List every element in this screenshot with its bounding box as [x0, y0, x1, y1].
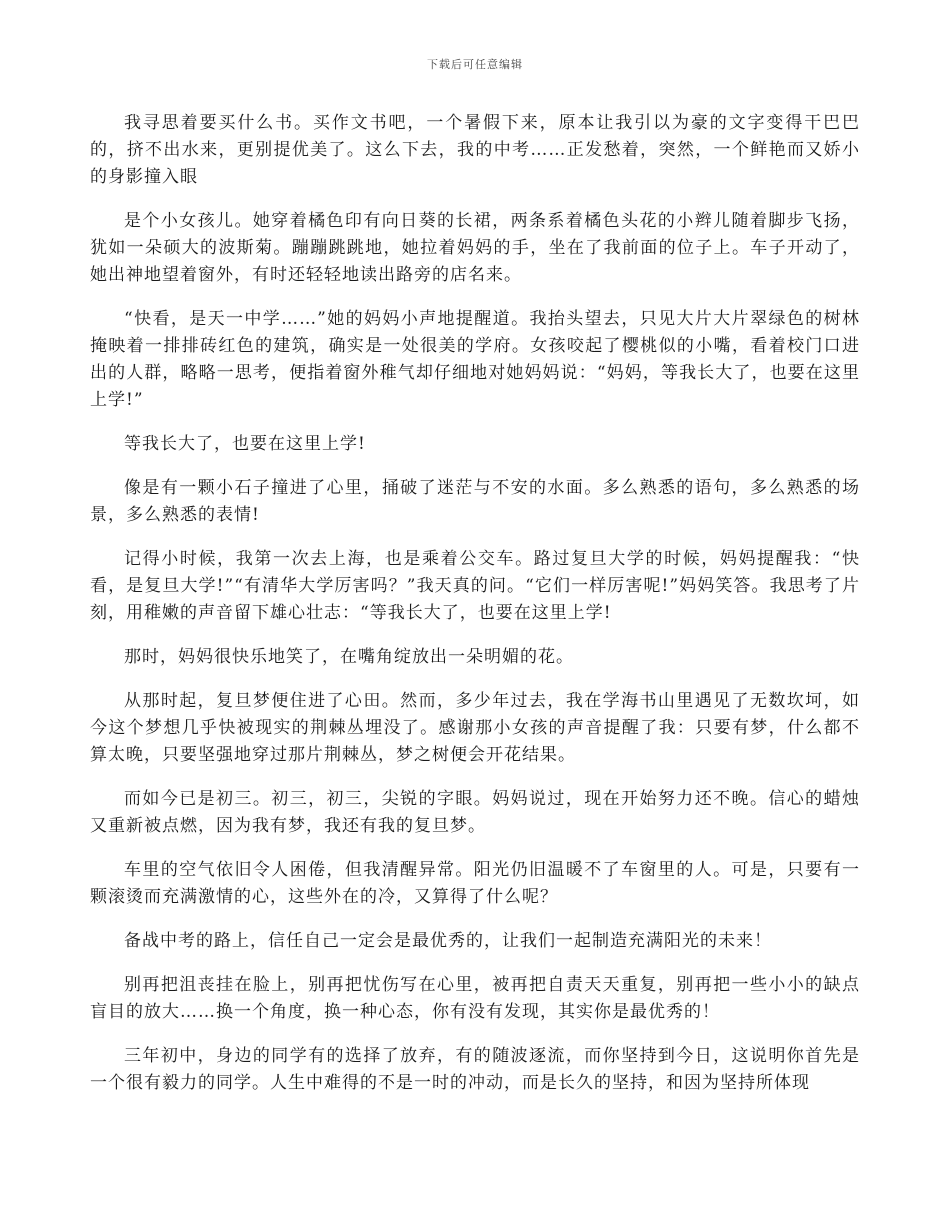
paragraph: 从那时起，复旦梦便住进了心田。然而，多少年过去，我在学海书山里遇见了无数坎坷，如今这个梦想几乎快被现实的荆棘丛埋没了。感谢那小女孩的声音提醒了我：只要有梦，什么都不算太晚，只要坚强地穿过那片荆棘丛，梦之树便会开花结果。: [90, 691, 860, 765]
document-body: [90, 110, 860, 1114]
paragraph: 车里的空气依旧令人困倦，但我清醒异常。阳光仍旧温暖不了车窗里的人。可是，只要有一颗滚烫而充满激情的心，这些外在的冷，又算得了什么呢？: [90, 860, 860, 907]
paragraph: “快看，是天一中学……”她的妈妈小声地提醒道。我抬头望去，只见大片大片翠绿色的树林掩映着一排排砖红色的建筑，确实是一处很美的学府。女孩咬起了樱桃似的小嘴，看着校门口进出的人群，略略一思考，便指着窗外稚气却仔细地对她妈妈说：“妈妈，等我长大了，也要在这里上学!”: [90, 309, 860, 410]
paragraph: 而如今已是初三。初三，初三，尖锐的字眼。妈妈说过，现在开始努力还不晚。信心的蜡烛又重新被点燃，因为我有梦，我还有我的复旦梦。: [90, 789, 860, 836]
paragraph: 记得小时候，我第一次去上海，也是乘着公交车。路过复旦大学的时候，妈妈提醒我：“快看，是复旦大学!”“有清华大学厉害吗？”我天真的问。“它们一样厉害呢!”妈妈笑答。我思考了片刻，用稚嫩的声音留下雄心壮志：“等我长大了，也要在这里上学!: [90, 549, 860, 623]
paragraph: 备战中考的路上，信任自己一定会是最优秀的，让我们一起制造充满阳光的未来！: [124, 931, 772, 951]
paragraph: 我寻思着要买什么书。买作文书吧，一个暑假下来，原本让我引以为豪的文字变得干巴巴的，挤不出水来，更别提优美了。这么下去，我的中考……正发愁着，突然，一个鲜艳而又娇小的身影撞入眼: [90, 113, 860, 187]
paragraph: 等我长大了，也要在这里上学!: [124, 434, 366, 454]
paragraph: 是个小女孩儿。她穿着橘色印有向日葵的长裙，两条系着橘色头花的小辫儿随着脚步飞扬，犹如一朵硕大的波斯菊。蹦蹦跳跳地，她拉着妈妈的手，坐在了我前面的位子上。车子开动了，她出神地望着窗外，有时还轻轻地读出路旁的店名来。: [90, 211, 860, 285]
page-header: 下载后可任意编辑: [427, 58, 523, 71]
paragraph: 别再把沮丧挂在脸上，别再把忧伤写在心里，被再把自责天天重复，别再把一些小小的缺点盲目的放大……换一个角度，换一种心态，你有没有发现，其实你是最优秀的！: [90, 975, 860, 1022]
paragraph: 三年初中，身边的同学有的选择了放弃，有的随波逐流，而你坚持到今日，这说明你首先是一个很有毅力的同学。人生中难得的不是一时的冲动，而是长久的坚持，和因为坚持所体现: [90, 1046, 860, 1093]
paragraph: 那时，妈妈很快乐地笑了，在嘴角绽放出一朵明媚的花。: [124, 647, 574, 667]
paragraph: 像是有一颗小石子撞进了心里，捅破了迷茫与不安的水面。多么熟悉的语句，多么熟悉的场景，多么熟悉的表情!: [90, 478, 860, 525]
